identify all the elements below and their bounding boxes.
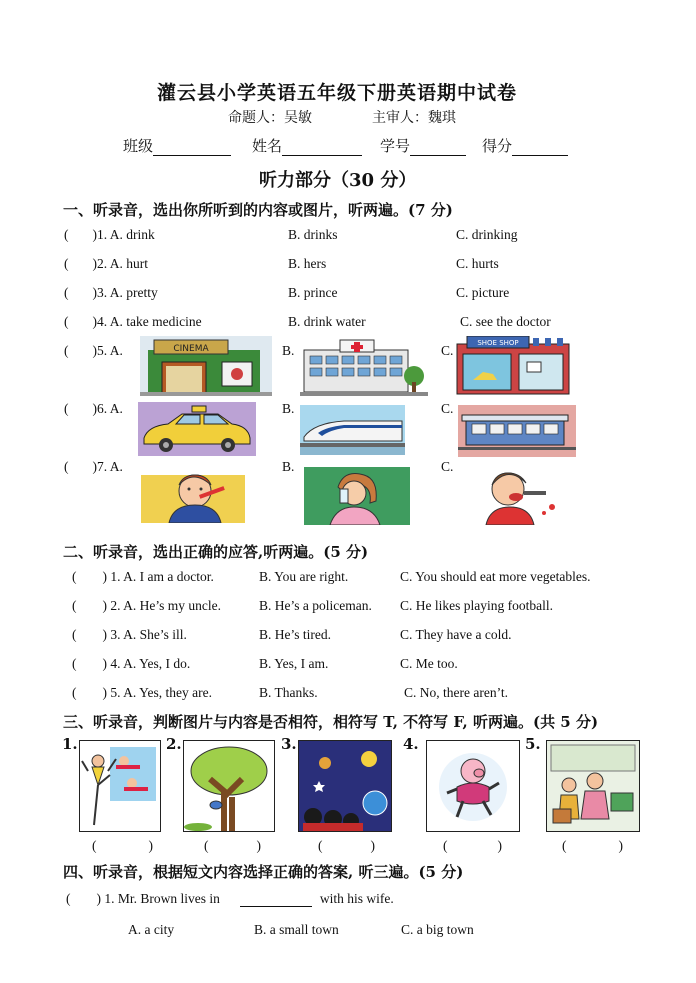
part1-q6: ( )6. A. — [64, 401, 123, 416]
part1-q2: ( )2. A. hurt — [64, 256, 148, 271]
part4-q1-option-c: C. a big town — [401, 922, 474, 937]
part2-q4-a: ( ) 4. A. Yes, I do. — [72, 656, 191, 671]
dancing-swimming-picture[interactable] — [79, 740, 161, 832]
id-field: 学号 — [380, 135, 466, 156]
shoe-shop-sign: SHOE SHOP — [477, 339, 519, 347]
part1-q3-b: B. prince — [288, 285, 338, 300]
part3-answer-3[interactable]: ( ) — [318, 838, 375, 853]
part3-title: 三、听录音，判断图片与内容是否相符，相符写 T, 不符写 F, 听两遍。(共 5 分) — [63, 713, 599, 731]
part3-num-2: 2. — [166, 735, 182, 753]
part2-q4-b: B. Yes, I am. — [259, 656, 329, 671]
part3-num-1: 1. — [62, 735, 78, 753]
part1-title: 一、听录音，选出你所听到的内容或图片，听两遍。(7 分) — [63, 201, 453, 219]
part2-q5-c: C. No, there aren’t. — [404, 685, 508, 700]
part2-title: 二、听录音，选出正确的应答,听两遍。(5 分) — [63, 543, 369, 561]
part3-answer-2[interactable]: ( ) — [204, 838, 261, 853]
listening-title: 听力部分（30 分） — [259, 170, 417, 191]
pig-picture[interactable] — [426, 740, 520, 832]
tree-bird-picture[interactable] — [183, 740, 275, 832]
part4-q1-blank[interactable] — [240, 892, 312, 907]
part3-answer-4[interactable]: ( ) — [443, 838, 502, 853]
part1-q1-c: C. drinking — [456, 227, 518, 242]
space-show-picture[interactable] — [298, 740, 392, 832]
part4-q1: ( ) 1. Mr. Brown lives in with his wife. — [66, 891, 394, 906]
exam-title: 灌云县小学英语五年级下册英语期中试卷 — [157, 82, 518, 104]
part2-q1-c: C. You should eat more vegetables. — [400, 569, 591, 584]
boy-toothache-picture[interactable] — [466, 467, 566, 525]
part2-q2-b: B. He’s a policeman. — [259, 598, 372, 613]
part1-q5-c: C. — [441, 343, 454, 358]
part1-q5-b: B. — [282, 343, 295, 358]
part2-q3-a: ( ) 3. A. She’s ill. — [72, 627, 187, 642]
part1-q1-b: B. drinks — [288, 227, 338, 242]
part1-q6-c: C. — [441, 401, 454, 416]
part2-q1-b: B. You are right. — [259, 569, 349, 584]
part3-num-4: 4. — [403, 735, 419, 753]
train-picture[interactable] — [458, 405, 576, 457]
part4-q1-option-b: B. a small town — [254, 922, 339, 937]
high-speed-train-picture[interactable] — [300, 405, 405, 455]
part1-q7-b: B. — [282, 459, 295, 474]
author-label: 命题人：吴敏 — [228, 110, 312, 126]
part2-q1-a: ( ) 1. A. I am a doctor. — [72, 569, 214, 584]
part1-q2-c: C. hurts — [456, 256, 499, 271]
part3-num-3: 3. — [281, 735, 297, 753]
class-blank[interactable] — [153, 141, 231, 156]
part2-q5-b: B. Thanks. — [259, 685, 318, 700]
part4-title: 四、听录音，根据短文内容选择正确的答案, 听三遍。(5 分) — [63, 863, 464, 881]
score-field: 得分 — [482, 135, 568, 156]
part1-q4-c: C. see the doctor — [460, 314, 551, 329]
name-blank[interactable] — [282, 141, 362, 156]
reviewer-label: 主审人：魏琪 — [372, 110, 456, 126]
part1-q4-b: B. drink water — [288, 314, 366, 329]
part2-q2-a: ( ) 2. A. He’s my uncle. — [72, 598, 221, 613]
class-field: 班级 — [123, 135, 231, 156]
cinema-picture[interactable] — [140, 336, 272, 396]
name-field: 姓名 — [252, 135, 362, 156]
part2-q4-c: C. Me too. — [400, 656, 458, 671]
part2-q3-c: C. They have a cold. — [400, 627, 512, 642]
part1-q5: ( )5. A. — [64, 343, 123, 358]
part1-q2-b: B. hers — [288, 256, 327, 271]
score-blank[interactable] — [512, 141, 568, 156]
part2-q5-a: ( ) 5. A. Yes, they are. — [72, 685, 212, 700]
part4-q1-option-a: A. a city — [128, 922, 175, 937]
hospital-picture[interactable] — [300, 336, 428, 396]
id-blank[interactable] — [410, 141, 466, 156]
part2-q2-c: C. He likes playing football. — [400, 598, 553, 613]
part1-q6-b: B. — [282, 401, 295, 416]
part2-q3-b: B. He’s tired. — [259, 627, 331, 642]
taxi-picture[interactable] — [138, 402, 256, 456]
part3-answer-1[interactable]: ( ) — [92, 838, 153, 853]
part1-q4: ( )4. A. take medicine — [64, 314, 202, 329]
shopping-picture[interactable] — [546, 740, 640, 832]
shoe-shop-picture[interactable] — [453, 336, 573, 396]
part3-num-5: 5. — [525, 735, 541, 753]
part1-q1: ( )1. A. drink — [64, 227, 155, 242]
part3-answer-5[interactable]: ( ) — [562, 838, 623, 853]
part1-q3: ( )3. A. pretty — [64, 285, 158, 300]
cinema-sign: CINEMA — [173, 344, 209, 354]
part1-q7: ( )7. A. — [64, 459, 123, 474]
part1-q7-c: C. — [441, 459, 454, 474]
brushing-teeth-picture[interactable] — [141, 467, 245, 523]
part1-q3-c: C. picture — [456, 285, 510, 300]
drinking-water-picture[interactable] — [304, 467, 410, 525]
